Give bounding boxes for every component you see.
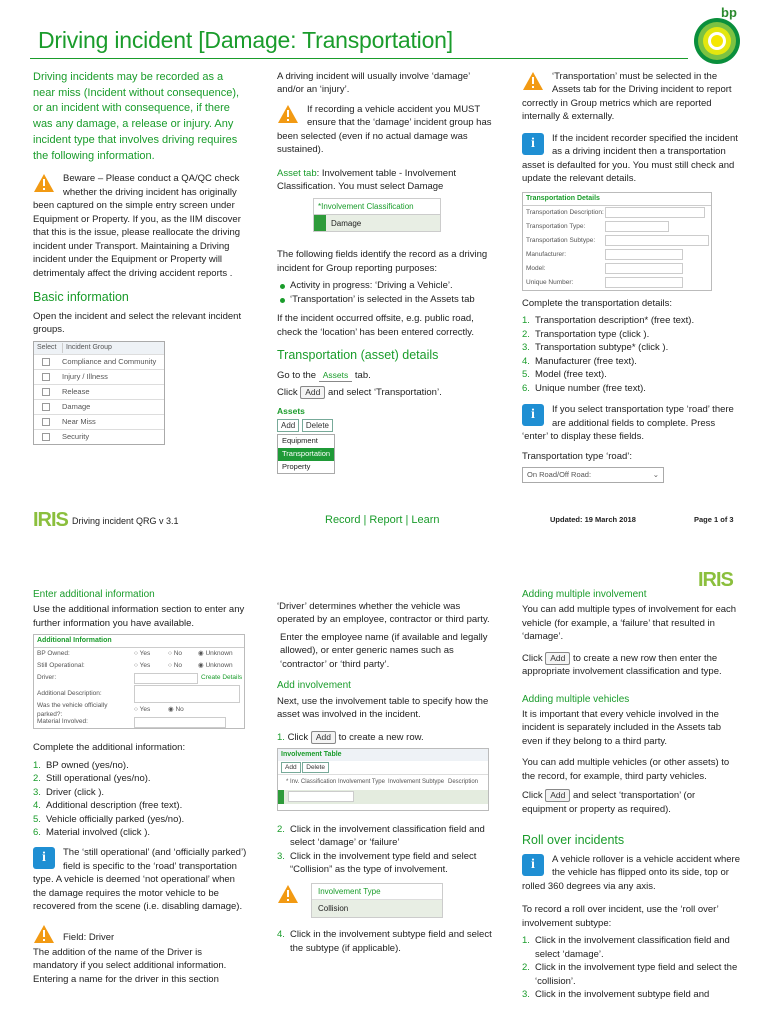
td-label: Manufacturer: xyxy=(526,251,567,259)
list-item: Click in the involvement classification field and select ‘damage’. xyxy=(535,935,730,960)
asset-tab-label: Asset tab xyxy=(277,167,317,179)
td-label: Transportation Description: xyxy=(526,209,604,217)
iris-logo: IRIS xyxy=(698,569,733,591)
bp-wordmark: bp xyxy=(721,5,737,20)
list-item: Model (free text). xyxy=(535,369,607,381)
select-checkbox[interactable] xyxy=(42,358,50,366)
menu-item-property[interactable]: Property xyxy=(282,461,311,471)
create-details-link[interactable]: Create Details xyxy=(201,674,243,682)
warning-icon xyxy=(277,884,299,904)
info-icon: i xyxy=(522,133,544,155)
assets-title: Assets xyxy=(277,405,305,416)
list-item: Additional description (free text). xyxy=(46,800,183,812)
select-checkbox[interactable] xyxy=(42,388,50,396)
inv-col-header: Description xyxy=(448,779,479,786)
material-select[interactable] xyxy=(134,717,226,728)
road-select-value: On Road/Off Road: xyxy=(527,469,592,479)
td-label: Model: xyxy=(526,265,546,273)
list-item: Driver (click ). xyxy=(46,786,105,798)
bp-helios-logo xyxy=(692,16,742,66)
list-item: Click in the involvement classification field and select ‘damage’ or ‘failure’ xyxy=(290,823,485,849)
add-button[interactable]: Add xyxy=(300,386,325,399)
inv-table-title: Involvement Table xyxy=(278,749,488,761)
radio-label: Yes xyxy=(139,650,151,658)
transport-warn-text: ‘Transportation’ must be selected in the Assets tab for the Driving incident to report correctly in Group metrics which are reported internally & externally. xyxy=(522,71,732,123)
must-block xyxy=(277,103,492,157)
list-item: Click in the involvement type field and select “Collision” as the type of involvement. xyxy=(290,850,477,876)
subtype-step-list xyxy=(277,928,495,955)
td-manufacturer-field[interactable] xyxy=(605,249,683,260)
inv-class-header: *Involvement Classification xyxy=(314,199,440,215)
chevron-down-icon: ⌄ xyxy=(652,469,659,479)
radio-label: Yes xyxy=(139,706,151,714)
info-icon: i xyxy=(522,854,544,876)
goto-text: Go to the xyxy=(277,369,317,381)
list-item: Click in the involvement subtype field and xyxy=(535,989,710,1001)
multi-click-text: Click xyxy=(522,652,543,664)
updated-date: Updated: 19 March 2018 xyxy=(550,515,636,524)
beware-text: Beware – Please conduct a QA/QC check whether the driving incident has originally been captured on the simple entry screen under Equipment or Property. If you, as the IIM discover that this is the issue, please reallocate the driving incident under Transport. Maintaining a Driving incident under the Equipment or Property will detrimentaly affect the driving accident reports . xyxy=(33,173,241,279)
ai-label: Was the vehicle officially parked?: xyxy=(37,701,108,719)
table-row[interactable] xyxy=(34,414,164,429)
table-row[interactable] xyxy=(34,369,164,384)
list-item: Transportation subtype* (click ). xyxy=(535,342,669,354)
description-field[interactable] xyxy=(134,685,240,703)
click-post-text: and select ‘Transportation’. xyxy=(328,387,442,399)
additional-information-box xyxy=(33,634,245,729)
table-row[interactable] xyxy=(34,354,164,369)
td-description-field[interactable] xyxy=(605,207,705,218)
list-item: Transportation description* (free text). xyxy=(535,315,695,327)
incident-group-table xyxy=(33,341,165,445)
title-divider xyxy=(30,58,688,59)
assets-tab[interactable]: Assets xyxy=(319,369,353,382)
add-involvement-heading: Add involvement xyxy=(277,680,351,692)
page1-column1 xyxy=(33,70,248,445)
driver-desc-text: ‘Driver’ determines whether the vehicle was operated by an employee, contractor or third party. xyxy=(277,601,490,626)
menu-item-transportation[interactable]: Transportation xyxy=(278,448,334,461)
road-label: Transportation type ‘road’: xyxy=(522,450,633,462)
page2-column3 xyxy=(522,588,740,1002)
list-item: Still operational (yes/no). xyxy=(46,773,151,785)
col-group-header: Incident Group xyxy=(62,343,112,353)
beware-block xyxy=(33,172,248,280)
page1-footer xyxy=(33,506,68,534)
td-model-field[interactable] xyxy=(605,263,683,274)
veh-click-post-text: and select ‘transportation’ (or equipment or property as required). xyxy=(522,790,696,815)
veh-click-text: Click xyxy=(522,790,543,802)
radio-label: No xyxy=(173,650,183,658)
radio-unknown[interactable]: ◉ Unknown xyxy=(198,650,233,658)
step1-post-text: to create a new row. xyxy=(338,731,424,743)
assets-add-button[interactable]: Add xyxy=(277,419,299,432)
td-title: Transportation Details xyxy=(523,193,711,206)
page-title: Driving incident [Damage: Transportation] xyxy=(38,27,453,53)
page1-column3 xyxy=(522,70,740,483)
inv-col-header: Involvement Subtype xyxy=(388,779,445,786)
basic-info-text: Open the incident and select the relevant incident groups. xyxy=(33,310,242,336)
assets-menu xyxy=(277,434,335,474)
intro-text: Driving incidents may be recorded as a near miss (Incident without consequence), or an incident with consequence, if there was any damage, a release or injury. Any incident type that involves driving requires the following information. xyxy=(33,71,240,162)
ai-label: Still Operational: xyxy=(37,662,85,670)
iris-logo: IRIS xyxy=(33,509,68,531)
asset-tab-text: : Involvement table - Involvement Classification. You must select Damage xyxy=(277,167,457,193)
inv-col-header: Involvement Type xyxy=(338,779,385,786)
list-item: Transportation type (click ). xyxy=(535,328,650,340)
select-checkbox[interactable] xyxy=(42,433,50,441)
menu-item-equipment[interactable]: Equipment xyxy=(282,436,318,446)
page-number: Page 1 of 3 xyxy=(694,515,734,524)
driver-field[interactable] xyxy=(134,673,198,684)
multi-click-post-text: to create a new row then enter the appropriate involvement classification and type. xyxy=(522,652,722,678)
offsite-text: If the incident occurred offsite, e.g. public road, check the ‘location’ has been entered correctly. xyxy=(277,313,474,338)
radio-label: Unknown xyxy=(205,662,233,670)
radio-no[interactable]: ◉ No xyxy=(168,706,184,714)
select-checkbox[interactable] xyxy=(42,418,50,426)
col-select-header: Select xyxy=(37,343,57,351)
warning-icon xyxy=(33,924,55,944)
group-label: Damage xyxy=(62,401,91,411)
info-icon: i xyxy=(33,847,55,869)
td-label: Unique Number: xyxy=(526,279,574,287)
td-label: Transportation Type: xyxy=(526,223,586,231)
it-header: Involvement Type xyxy=(312,884,442,900)
list-item: Manufacturer (free text). xyxy=(535,355,637,367)
page2-column2: ‘Driver’ determines whether the vehicle was operated by an employee, contractor or third party. Enter the employee name (if available and legally allowed), or enter generic names such as ‘contractor’ or ‘third party’. Add involvement Next, use the involvement table to specify how the asset was involved in the incident. 1. Click Add to create a new row. Involvement Table Add Delete * Inv. Classification Involvement Type Involvement Subtype Description Click in the involvement classification field and select ‘damage’ or ‘failure’ Click in the involvement type field and select “Collision” as the type of involvement. Involvement Type Collision Click in the involvement subtype field and select the subtype (if applicable). xyxy=(277,600,495,955)
step1-text: Click xyxy=(287,731,309,743)
it-value: Collision xyxy=(312,900,442,917)
table-row[interactable] xyxy=(34,399,164,414)
ai-label: Material Involved: xyxy=(37,718,88,726)
list-item: Unique number (free text). xyxy=(535,382,646,394)
roll-over-steps-list xyxy=(522,934,740,1001)
add-button[interactable]: Add xyxy=(311,731,336,744)
ai-title: Additional Information xyxy=(34,635,244,648)
list-item: ‘Transportation’ is selected in the Assets tab xyxy=(277,293,492,306)
roll-over-heading: Roll over incidents xyxy=(522,833,625,848)
basic-info-heading: Basic information xyxy=(33,290,129,305)
driver-warn-block xyxy=(33,923,248,986)
additional-steps-list xyxy=(33,759,248,840)
inv-add-button[interactable]: Add xyxy=(281,762,301,773)
select-checkbox[interactable] xyxy=(42,403,50,411)
list-item: Activity in progress: ‘Driving a Vehicle’. xyxy=(277,279,492,292)
footer-links[interactable]: Record | Report | Learn xyxy=(325,514,440,526)
driver-warn-text: The addition of the name of the Driver is mandatory if you select additional information. Entering a name for the driver in this section xyxy=(33,946,227,985)
radio-yes[interactable]: ○ Yes xyxy=(134,650,151,658)
roll-over-text: To record a roll over incident, use the ‘roll over’ involvement subtype: xyxy=(522,904,719,929)
transportation-heading: Transportation (asset) details xyxy=(277,348,439,363)
group-label: Security xyxy=(62,431,90,441)
group-label: Near Miss xyxy=(62,416,96,426)
list-item: Click in the involvement subtype field and select the subtype (if applicable). xyxy=(290,929,492,954)
radio-unknown[interactable]: ◉ Unknown xyxy=(198,662,233,670)
table-row[interactable] xyxy=(34,429,164,444)
group-label: Release xyxy=(62,386,90,396)
transportation-details-box xyxy=(522,192,712,291)
complete-text: Complete the transportation details: xyxy=(522,297,672,309)
group-label: Compliance and Community xyxy=(62,356,157,366)
radio-no[interactable]: ○ No xyxy=(168,650,183,658)
list-item: Material involved (click ). xyxy=(46,827,150,838)
ai-label: Additional Description: xyxy=(37,690,102,698)
ai-label: Driver: xyxy=(37,674,57,682)
inv-classification-field[interactable] xyxy=(288,791,354,802)
radio-yes[interactable]: ○ Yes xyxy=(134,662,151,670)
inv-delete-button[interactable]: Delete xyxy=(302,762,329,773)
involvement-table xyxy=(277,748,489,811)
involvement-classification-box xyxy=(313,198,441,232)
involve-text: A driving incident will usually involve ‘damage’ and/or an ‘injury’. xyxy=(277,71,470,96)
multi-vehicles-text: It is important that every vehicle involved in the incident is separately included in the Assets tab even if they belong to a third party. xyxy=(522,708,722,747)
multi-involvement-text: You can add multiple types of involvement for each vehicle (for example, a ‘failure’ that resulted in ‘damage’. xyxy=(522,604,737,643)
table-row[interactable] xyxy=(34,384,164,399)
road-info-block xyxy=(522,403,740,443)
driver-warn-title: Field: Driver xyxy=(63,931,115,943)
td-unique-number-field[interactable] xyxy=(605,277,683,288)
page1-column2 xyxy=(277,70,492,474)
complete-additional-text: Complete the additional information: xyxy=(33,742,186,754)
radio-label: Yes xyxy=(139,662,151,670)
multi-involvement-heading: Adding multiple involvement xyxy=(522,589,647,600)
fields-list xyxy=(277,279,492,306)
warning-icon xyxy=(33,173,55,193)
assets-delete-button[interactable]: Delete xyxy=(302,419,333,432)
add-button[interactable]: Add xyxy=(545,789,570,802)
ai-label: BP Owned: xyxy=(37,650,70,658)
default-info-text: If the incident recorder specified the incident as a driving incident then a transportation asset is defaulted for you. You must still check and update the relevant details. xyxy=(522,132,738,185)
roll-over-info-text: A vehicle rollover is a vehicle accident where the vehicle has flipped onto its side, top or rolled 360 degrees via any axis. xyxy=(522,853,740,892)
still-operational-info xyxy=(33,846,248,913)
transport-steps-list xyxy=(522,314,740,395)
row-marker xyxy=(314,215,326,231)
select-checkbox[interactable] xyxy=(42,373,50,381)
add-button[interactable]: Add xyxy=(545,652,570,665)
radio-label: No xyxy=(175,706,184,714)
inv-col-header: * Inv. Classification xyxy=(286,779,337,786)
page2-column1 xyxy=(33,588,248,986)
radio-label: No xyxy=(173,662,183,670)
click-text: Click xyxy=(277,387,298,399)
list-item: Vehicle officially parked (yes/no). xyxy=(46,813,185,825)
additional-info-heading: Enter additional information xyxy=(33,589,155,600)
inv-class-value: Damage xyxy=(331,218,362,228)
td-label: Transportation Subtype: xyxy=(526,237,596,245)
default-info-block xyxy=(522,132,740,186)
must-text: If recording a vehicle accident you MUST ensure that the ‘damage’ incident group has been selected (even if no actual damage was sustained). xyxy=(277,103,492,156)
list-item: BP owned (yes/no). xyxy=(46,759,129,771)
fields-text: The following fields identify the record as a driving incident for Group reporting purposes: xyxy=(277,249,488,274)
radio-label: Unknown xyxy=(205,650,233,658)
radio-yes[interactable]: ○ Yes xyxy=(134,706,151,714)
road-select[interactable] xyxy=(522,467,664,483)
road-info-text: If you select transportation type ‘road’ there are additional fields to complete. Press ‘enter’ to display these fields. xyxy=(522,404,734,443)
still-operational-text: The ‘still operational’ (and ‘officially parked’) field is specific to the ‘road’ transportation type. A vehicle is deemed ‘not operational’ when the damage requires the motor vehicle to be recovered from the scene (i.e. disabling damage). xyxy=(33,847,247,913)
additional-info-text: Use the additional information section to enter any further information you have available. xyxy=(33,604,245,629)
warning-icon xyxy=(277,104,299,124)
warning-icon xyxy=(522,71,544,91)
group-label: Injury / Illness xyxy=(62,371,108,381)
driver-desc-text2: Enter the employee name (if available and legally allowed), or enter generic names such as ‘contractor’ or ‘third party’. xyxy=(280,631,488,670)
td-subtype-field[interactable] xyxy=(605,235,709,246)
radio-no[interactable]: ○ No xyxy=(168,662,183,670)
assets-box xyxy=(277,405,347,474)
transport-warn-block xyxy=(522,70,740,124)
involvement-type-example xyxy=(277,883,495,919)
involvement-steps-list xyxy=(277,823,495,877)
row-marker xyxy=(278,790,284,804)
multi-vehicles-heading: Adding multiple vehicles xyxy=(522,693,630,705)
td-type-field[interactable] xyxy=(605,221,669,232)
info-icon: i xyxy=(522,404,544,426)
list-item: Click in the involvement type field and select the ‘collision’. xyxy=(535,962,738,987)
roll-over-info xyxy=(522,853,740,893)
add-involvement-text: Next, use the involvement table to specify how the asset was involved in the incident. xyxy=(277,695,489,721)
goto-post-text: tab. xyxy=(354,369,371,381)
multi-vehicles-text2: You can add multiple vehicles (or other assets) to the record, for example, third party vehicles. xyxy=(522,757,730,782)
qrg-version: Driving incident QRG v 3.1 xyxy=(72,516,179,526)
